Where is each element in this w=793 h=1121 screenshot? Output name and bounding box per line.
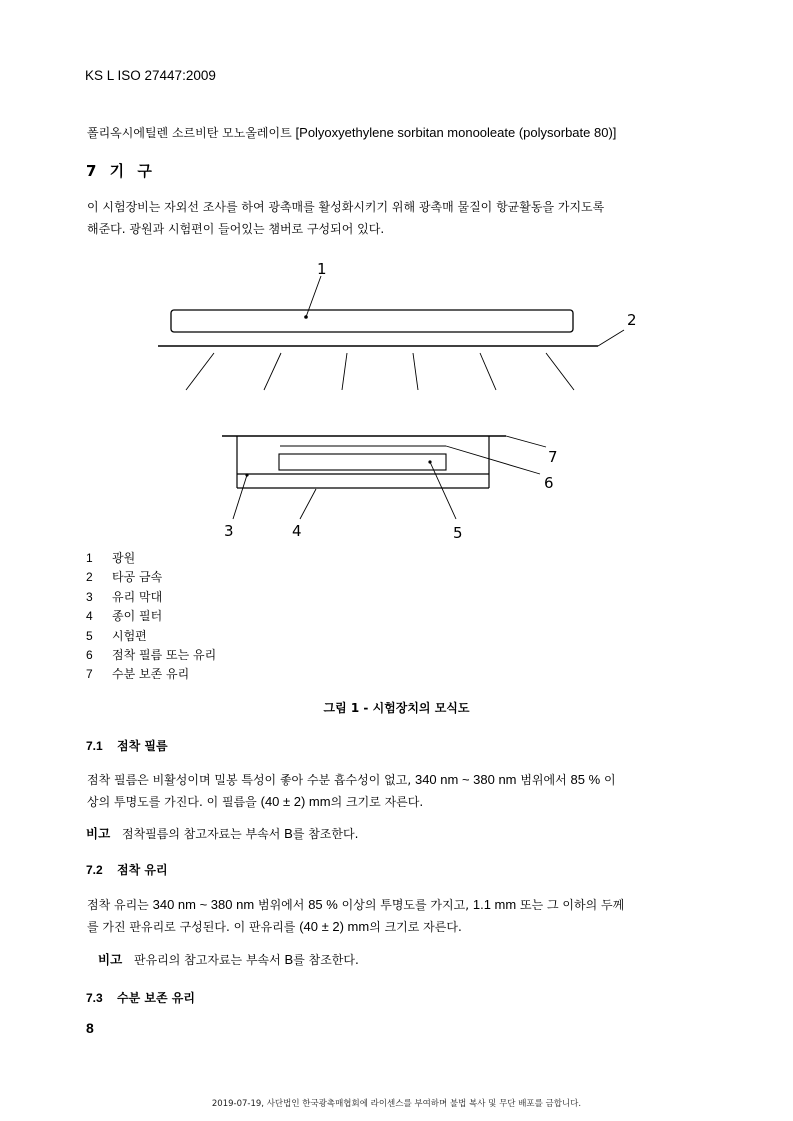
page-number: 8	[86, 1020, 94, 1036]
callout-2: 2	[627, 311, 637, 329]
apparatus-diagram	[0, 0, 793, 560]
figure-caption: 그림 1 - 시험장치의 모식도	[323, 701, 470, 715]
legend-item: 1 광원	[86, 551, 136, 565]
callout-1: 1	[317, 260, 327, 278]
legend-item: 4 종이 필터	[86, 609, 163, 624]
intro-latin: [Polyoxyethylene sorbitan monooleate (polysorbate 80)]	[295, 125, 617, 140]
intro-korean: 폴리옥시에틸렌 소르비탄 모노올레이트	[87, 126, 292, 140]
legend-item: 5 시험편	[86, 628, 147, 643]
note-label: 비고	[86, 826, 111, 841]
legend-item: 7 수분 보존 유리	[86, 667, 190, 682]
section-7-heading: 7 기 구	[86, 162, 156, 180]
callout-3: 3	[224, 522, 234, 540]
section-7-line-2: 해준다. 광원과 시험편이 들어있는 챔버로 구성되어 있다.	[87, 222, 385, 236]
section-7-1-heading: 7.1 점착 필름	[86, 739, 168, 753]
leader-line-4	[300, 489, 316, 519]
legend-item: 2 타공 금속	[86, 570, 163, 585]
legend-item: 6 점착 필름 또는 유리	[86, 648, 217, 663]
light-source-shape	[171, 310, 573, 332]
light-rays	[186, 353, 574, 390]
leader-line-3	[233, 475, 247, 519]
section-7-2-paragraph: 점착 유리는 340 nm ~ 380 nm 범위에서 85 % 이상의 투명도를 가지고, 1.1 mm 또는 그 이하의 두께 를 가진 판유리로 구성된다. 이 판유리를 (40 ± 2) mm의 크기로 자른다.	[87, 897, 625, 934]
section-7-1-note: 비고 점착필름의 참고자료는 부속서 B를 참조한다.	[86, 826, 359, 841]
note-label: 비고	[98, 952, 123, 967]
section-7-line-1: 이 시험장비는 자외선 조사를 하여 광촉매를 활성화시키기 위해 광촉매 물질이 항균활동을 가지도록	[87, 200, 605, 214]
legend-item: 3 유리 막대	[86, 589, 163, 604]
leader-line-1	[306, 276, 321, 317]
section-7-2-heading: 7.2 점착 유리	[86, 863, 168, 877]
license-footer: 2019-07-19, 사단법인 한국광촉매협회에 라이센스를 부여하며 불법 복사 및 무단 배포를 금합니다.	[211, 1099, 582, 1109]
callout-5: 5	[453, 524, 463, 542]
callout-7: 7	[548, 448, 558, 466]
section-7-1-paragraph: 점착 필름은 비활성이며 밀봉 특성이 좋아 수분 흡수성이 없고, 340 nm ~ 380 nm 범위에서 85 % 이 상의 투명도를 가진다. 이 필름을 (40 ± 2) mm의 크기로 자른다.	[87, 772, 616, 809]
test-piece-shape	[279, 454, 446, 470]
section-7-3-heading: 7.3 수분 보존 유리	[86, 991, 195, 1005]
callout-6: 6	[544, 474, 554, 492]
figure-legend	[86, 549, 216, 685]
document-header: KS L ISO 27447:2009	[85, 68, 216, 83]
section-7-2-note: 비고 판유리의 참고자료는 부속서 B를 참조한다.	[98, 952, 359, 967]
leader-line-6	[446, 446, 540, 474]
callout-4: 4	[292, 522, 302, 540]
leader-line-2	[598, 330, 624, 346]
leader-line-7	[506, 436, 546, 447]
